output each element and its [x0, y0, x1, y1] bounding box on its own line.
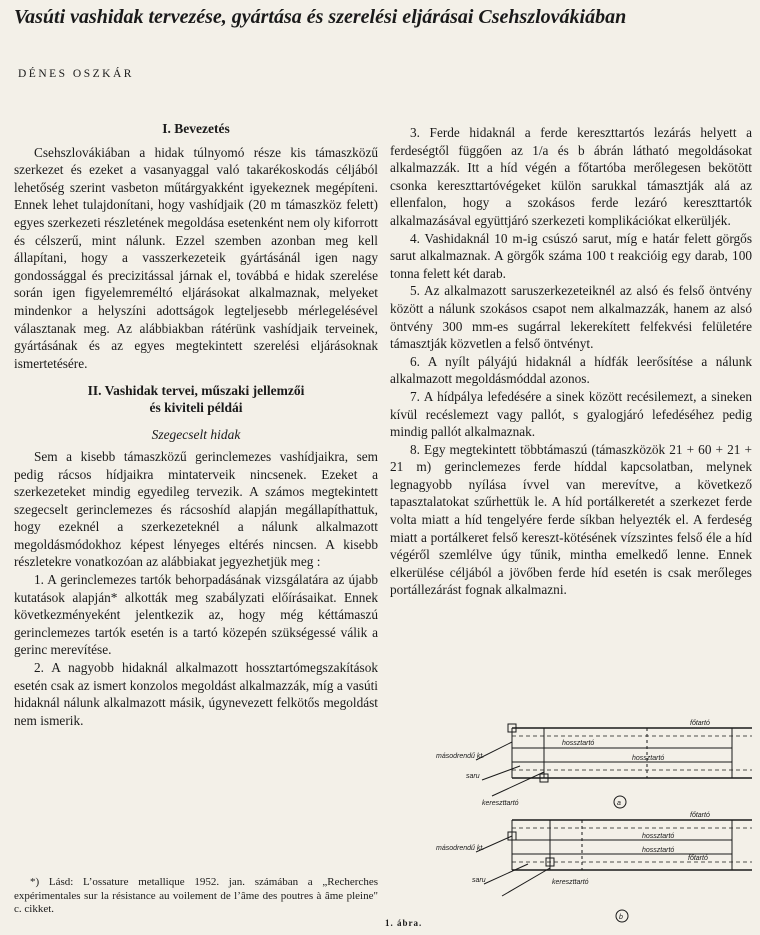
right-column	[390, 124, 752, 599]
label-kereszttarto: kereszttartó	[482, 800, 519, 807]
paragraph: 7. A hídpálya lefedésére a sinek között recésilemezt, a sineken kívül recéslemezt vagy pallót, s gyalogjáró lefedéséhez pedig mindig pallót alkalmaznak.	[390, 388, 752, 440]
label-hossztarto: hossztartó	[632, 755, 665, 762]
paragraph: 6. A nyílt pályájú hidaknál a hídfák leerősítése a nálunk alkalmazott megoldásmóddal azonos.	[390, 353, 752, 387]
figure-bridge-details	[432, 712, 752, 930]
paragraph: 8. Egy megtekintett többtámaszú (támaszközök 21 + 60 + 21 + 21 m) gerinclemezes ferde híddal kapcsolatban, melynek legnagyobb nyílása ívvel van merevítve, a következő tapasztalatokat szűrhettük le. A híd portálkeretét a szerkezet ferde volta miatt a híd tengelyére ferde síkban helyezték el. A ferdeség miatt a portálkeret felső kereszt-kötésének vízszintes felső éle a híd végéről szemlélve úgy tűnik, mintha emelkedő lenne. Ennek elkerülése céljából a jövőben ferde híd esetén is csak merőleges portállezárást fognak alkalmazni.	[390, 441, 752, 598]
figure-drawing	[432, 712, 752, 930]
left-column	[14, 120, 378, 729]
paragraph: 4. Vashidaknál 10 m-ig csúszó sarut, míg e határ felett görgős sarut alkalmaznak. A görgők száma 100 t reakcióig egy darab, 100 tonna felett két darab.	[390, 230, 752, 281]
label-sub-b: b	[619, 914, 623, 921]
paragraph: 1. A gerinclemezes tartók behorpadásának vizsgálatára az újabb kutatások alapján* alkották meg szabályzati előírásaikat. Ennek következményeként jelentkezik az, hogy még kéttámaszú gerinclemezes tartók esetén is a tartó közepén szükségessé válik a gerinc merevítése.	[14, 572, 378, 658]
label-masodrendu: másodrendű kt.	[436, 753, 485, 760]
label-fotarto: főtartó	[690, 812, 710, 819]
paragraph: 3. Ferde hidaknál a ferde kereszttartós lezárás helyett a ferdeségtől függően az 1/a és b ábrán látható megoldásokat alkalmazzák. Itt a híd végén a főtartóba merőlegesen bekötött csonka kereszttartóvégeket külön sarukkal támasztják alá az ellenfalon, hogy a szokásos ferde lezáró kereszttartók alkalmazásával együttjáró szerkezeti komplikációkat elkerüljék.	[390, 125, 752, 228]
author-name: DÉNES OSZKÁR	[18, 68, 134, 80]
figure-caption: 1. ábra.	[385, 918, 423, 928]
label-kereszttarto: kereszttartó	[552, 879, 589, 886]
section-heading-bridges	[14, 382, 378, 416]
paragraph: Sem a kisebb támaszközű gerinclemezes vashídjaikra, sem pedig rácsos hídjaikra mintaterveik nincsenek. Ezeket a szerkezeteket mindig egyedileg tervezik. A számos megtekintett szegecselt gerinclemezes és rácsoshíd alapján megállapíthattuk, hogy ezeknél a szerkezeteknél a nálunk alkalmazott megoldásmódokhoz képest lényeges eltérés nincsen. A kisebb részletekre vonatkozóan az alábbiakat jegyezhetjük meg :	[14, 448, 378, 570]
label-fotarto: főtartó	[690, 720, 710, 727]
label-saru: saru	[466, 773, 480, 780]
paragraph: 2. A nagyobb hidaknál alkalmazott hossztartómegszakítások esetén csak az ismert konzolos megoldást alkalmazzák, míg a vasúti hidaknál nálunk alkalmazott másik, úgynevezett felkötős megoldást nem ismerik.	[14, 660, 378, 728]
label-hossztarto: hossztartó	[642, 847, 675, 854]
heading-line: és kiviteli példái	[149, 400, 243, 416]
footnote-text: *) Lásd: L’ossature metallique 1952. jan. számában a „Recherches expérimentales sur la résistance au voilement de l’âme des poutres à âme pleine" c. cikket.	[14, 876, 378, 915]
label-hossztarto: hossztartó	[562, 740, 595, 747]
heading-line: II. Vashidak tervei, műszaki jellemzői	[87, 383, 305, 399]
footnote	[14, 876, 378, 917]
label-sub-a: a	[617, 800, 621, 807]
label-masodrendu: másodrendű kt.	[436, 845, 485, 852]
label-fotarto: főtartó	[688, 855, 708, 862]
article-title: Vasúti vashidak tervezése, gyártása és szerelési eljárásai Csehszlovákiában	[14, 6, 627, 28]
section-heading-introduction: I. Bevezetés	[162, 121, 230, 136]
paragraph: Csehszlovákiában a hidak túlnyomó része kis támaszközű szerkezet és ezeket a vasanyaggal való takarékoskodás céljából lehetőség szerint vasbeton műtárgyakként igyekeznek megépíteni. Ennek lehet tulajdonítani, hogy vashídjaik (20 m támaszköz felett) egyes szerkezeti részletének megoldása esetenként nem oly kiforrott és célszerű, mint nálunk. Ezzel szemben azonban meg kell állapítani, hogy a vasszerkezeteik gyártásánál igen nagy gondossággal és precizitással járnak el, továbbá e hidak szerelése során igen figyelemreméltó eljárásokat alkalmaznak, melyeket mindenkor a helyszíni adottságok legteljesebb mérlegelésével választanak meg. Az alábbiakban rátérünk vashídjaik terveinek, gyártásának és az egyes megtekintett szerelési eljárásoknak ismertetésére.	[14, 144, 378, 371]
paragraph: 5. Az alkalmazott saruszerkezeteiknél az alsó és felső öntvény között a nálunk szokásos csapot nem alkalmazzák, hanem az alsó öntvény 300 mm-es sugárral lekerekített felfekvési felületére támasztják közvetlen a felső öntvényt.	[390, 283, 752, 352]
subheading-riveted-bridges: Szegecselt hidak	[151, 427, 241, 443]
label-hossztarto: hossztartó	[642, 833, 675, 840]
label-saru: saru	[472, 877, 486, 884]
